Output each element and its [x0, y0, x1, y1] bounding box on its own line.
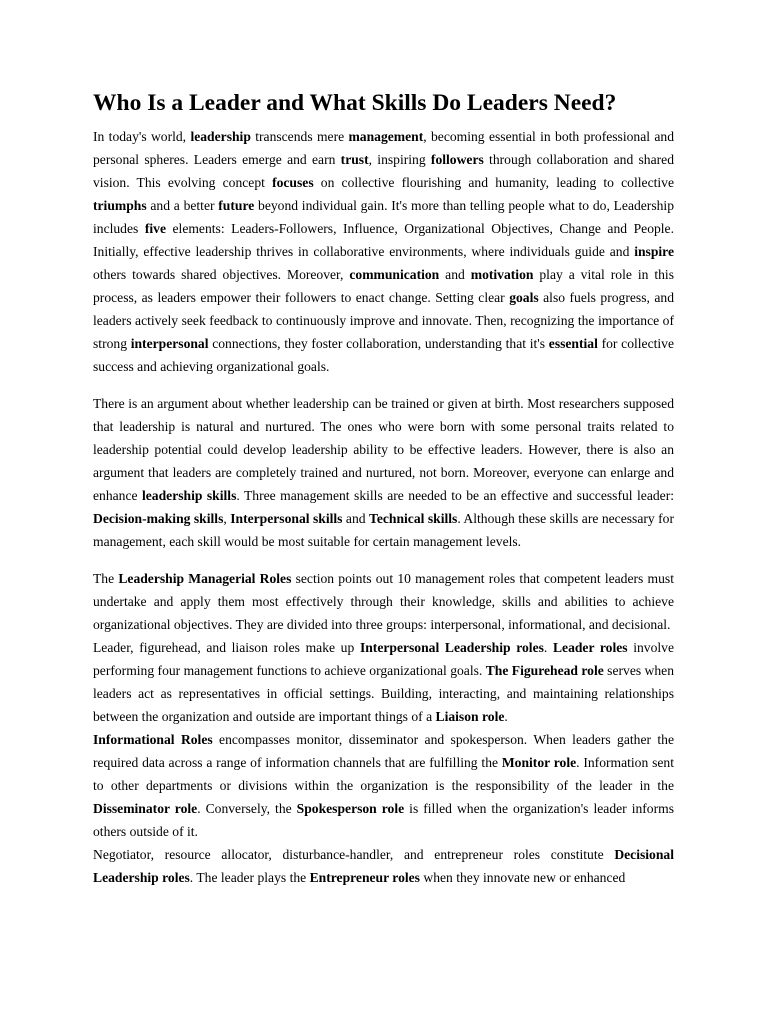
- bold-term: Leader roles: [552, 640, 628, 655]
- bold-term: Monitor role: [501, 755, 577, 770]
- text-run: The: [93, 571, 119, 586]
- text-run: through collaboration and shared vision. This evolving concept: [93, 152, 674, 190]
- bold-term: leadership skills: [142, 488, 237, 503]
- text-run: , inspiring: [368, 152, 431, 167]
- bold-term: communication: [349, 267, 440, 282]
- bold-term: Decision-making skills: [93, 511, 224, 526]
- bold-term: Interpersonal skills: [230, 511, 343, 526]
- bold-term: Entrepreneur roles: [309, 870, 420, 885]
- text-run: section points out 10 management roles that competent leaders must undertake and apply them most effectively through their knowledge, skills and abilities to achieve organizational objectives. They are divided into three groups: interpersonal, informational, and decisional.: [93, 571, 674, 632]
- bold-term: inspire: [634, 244, 674, 259]
- bold-term: followers: [430, 152, 484, 167]
- text-run: ,: [223, 511, 231, 526]
- text-run: and: [342, 511, 369, 526]
- text-run: others towards shared objectives. Moreover,: [93, 267, 350, 282]
- text-run: .: [504, 709, 508, 724]
- text-run: Negotiator, resource allocator, disturbance-handler, and entrepreneur roles constitute: [93, 847, 615, 862]
- bold-term: motivation: [470, 267, 534, 282]
- bold-term: future: [218, 198, 255, 213]
- text-run: Leader, figurehead, and liaison roles make up: [93, 640, 360, 655]
- bold-term: Spokesperson role: [296, 801, 405, 816]
- text-run: elements: Leaders-Followers, Influence, Organizational Objectives, Change and People. Initially, effective leadership thrives in collaborative environments, where individuals guide and: [93, 221, 674, 259]
- text-run: . The leader plays the: [189, 870, 310, 885]
- bold-term: management: [348, 129, 424, 144]
- bold-term: focuses: [272, 175, 314, 190]
- text-run: on collective flourishing and humanity, leading to collective: [313, 175, 674, 190]
- text-run: serves when leaders act as representatives in official settings. Building, interacting, and maintaining relationships between the organization and outside are important things of a: [93, 663, 674, 724]
- paragraph-leadership-intro: [93, 125, 674, 378]
- bold-term: five: [144, 221, 166, 236]
- text-run: There is an argument about whether leadership can be trained or given at birth. Most researchers supposed that leadership is natural and nurtured. The ones who were born with some personal traits related to leadership potential could develop leadership ability to be effective leaders. However, there is also an argument that leaders are completely trained and nurtured, not born. Moreover, everyone can enlarge and enhance: [93, 396, 674, 503]
- bold-term: goals: [509, 290, 539, 305]
- text-run: In today's world,: [93, 129, 191, 144]
- bold-term: essential: [548, 336, 598, 351]
- text-run: . Although these skills are necessary for management, each skill would be most suitable for certain management levels.: [93, 511, 674, 549]
- bold-term: Leadership Managerial Roles: [118, 571, 292, 586]
- text-run: and a better: [146, 198, 219, 213]
- text-run: for collective success and achieving organizational goals.: [93, 336, 675, 374]
- text-run: involve performing four management functions to achieve organizational goals.: [93, 640, 674, 678]
- bold-term: triumphs: [93, 198, 147, 213]
- text-run: , becoming essential in both professional and personal spheres. Leaders emerge and earn: [93, 129, 674, 167]
- text-run: connections, they foster collaboration, understanding that it's: [208, 336, 549, 351]
- text-run: beyond individual gain. It's more than telling people what to do, Leadership includes: [93, 198, 674, 236]
- bold-term: interpersonal: [130, 336, 209, 351]
- paragraph-interpersonal-roles: [93, 636, 674, 728]
- paragraph-informational-roles: [93, 728, 674, 843]
- bold-term: The Figurehead role: [485, 663, 604, 678]
- text-run: . Information sent to other departments or divisions within the organization is the responsibility of the leader in the: [93, 755, 674, 793]
- text-run: . Conversely, the: [197, 801, 297, 816]
- text-run: also fuels progress, and leaders actively seek feedback to continuously improve and innovate. Then, recognizing the importance of strong: [93, 290, 674, 351]
- paragraph-managerial-roles: [93, 567, 674, 636]
- text-run: when they innovate new or enhanced: [419, 870, 626, 885]
- bold-term: Technical skills: [369, 511, 458, 526]
- text-run: . Three management skills are needed to be an effective and successful leader:: [236, 488, 674, 503]
- text-run: encompasses monitor, disseminator and spokesperson. When leaders gather the required data across a range of information channels that are fulfilling the: [93, 732, 674, 770]
- text-run: transcends mere: [250, 129, 349, 144]
- bold-term: Informational Roles: [93, 732, 213, 747]
- bold-term: trust: [340, 152, 369, 167]
- text-run: is filled when the organization's leader informs others outside of it.: [93, 801, 674, 839]
- bold-term: Liaison role: [435, 709, 505, 724]
- text-run: .: [543, 640, 553, 655]
- text-run: and: [439, 267, 471, 282]
- paragraph-decisional-roles: [93, 843, 674, 889]
- bold-term: Disseminator role: [93, 801, 198, 816]
- text-run: play a vital role in this process, as leaders empower their followers to enact change. Setting clear: [93, 267, 674, 305]
- bold-term: Interpersonal Leadership roles: [359, 640, 544, 655]
- document-title: Who Is a Leader and What Skills Do Leaders Need?: [93, 90, 617, 116]
- paragraph-leadership-skills: [93, 392, 674, 553]
- bold-term: leadership: [190, 129, 251, 144]
- bold-term: Decisional Leadership roles: [93, 847, 674, 885]
